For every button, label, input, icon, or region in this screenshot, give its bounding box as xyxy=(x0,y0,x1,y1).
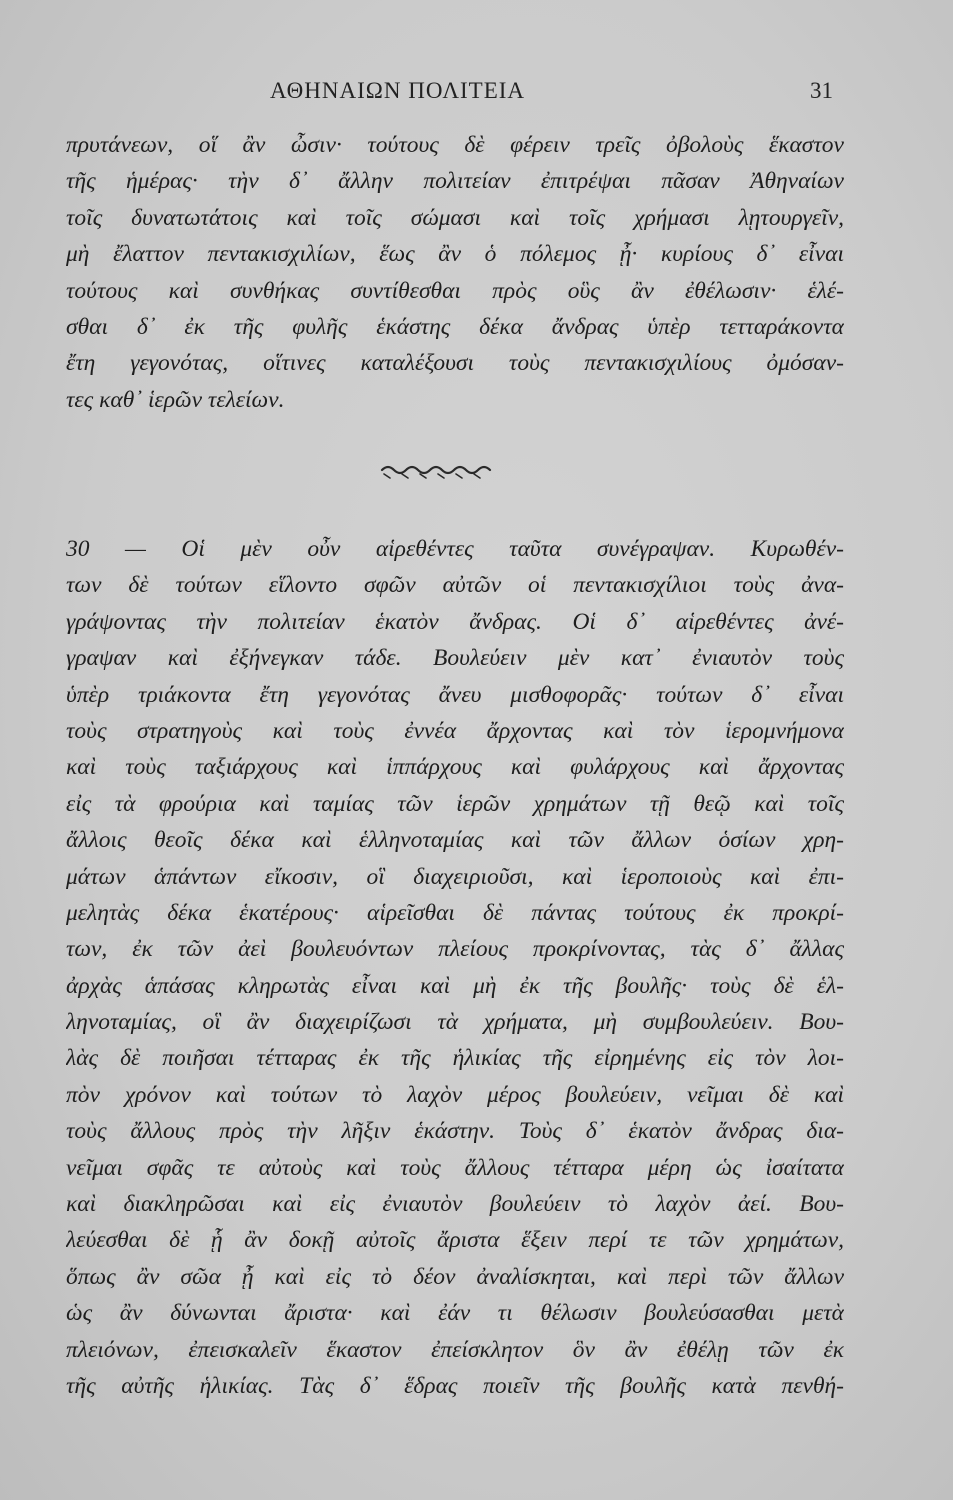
text-line: λὰς δὲ ποιῆσαι τέτταρας ἐκ τῆς ἡλικίας τῆς εἰρημένης εἰς τὸν λοι- xyxy=(66,1045,844,1072)
running-header xyxy=(0,78,953,108)
text-line: ὑπὲρ τριάκοντα ἔτη γεγονότας ἄνευ μισθοφορᾶς· τούτων δ᾽ εἶναι xyxy=(66,681,844,708)
text-line: τοὺς στρατηγοὺς καὶ τοὺς ἐννέα ἄρχοντας καὶ τὸν ἱερομνήμονα xyxy=(66,717,844,744)
text-line: ἀρχὰς ἁπάσας κληρωτὰς εἶναι καὶ μὴ ἐκ τῆς βουλῆς· τοὺς δὲ ἑλ- xyxy=(66,972,844,999)
text-line: ἔτη γεγονότας, οἵτινες καταλέξουσι τοὺς πεντακισχιλίους ὀμόσαν- xyxy=(66,350,844,377)
text-line: των δὲ τούτων εἵλοντο σφῶν αὐτῶν οἱ πεντακισχίλιοι τοὺς ἀνα- xyxy=(66,572,844,599)
running-title: ΑΘΗΝΑΙΩΝ ΠΟΛΙΤΕΙΑ xyxy=(270,78,526,103)
text-line: των, ἐκ τῶν ἀεὶ βουλευόντων πλείους προκρίνοντας, τὰς δ᾽ ἄλλας xyxy=(66,936,844,963)
text-line: ληνοταμίας, οἳ ἂν διαχειρίζωσι τὰ χρήματα, μὴ συμβουλεύειν. Βου- xyxy=(66,1009,844,1036)
text-line: μελητὰς δέκα ἑκατέρους· αἱρεῖσθαι δὲ πάντας τούτους ἐκ προκρί- xyxy=(66,899,844,926)
text-line: τῆς αὐτῆς ἡλικίας. Τὰς δ᾽ ἕδρας ποιεῖν τῆς βουλῆς κατὰ πενθή- xyxy=(66,1372,844,1399)
text-line: λεύεσθαι δὲ ᾗ ἂν δοκῇ αὐτοῖς ἄριστα ἕξειν περί τε τῶν χρημάτων, xyxy=(66,1227,844,1254)
text-line: 30 — Οἱ μὲν οὖν αἱρεθέντες ταῦτα συνέγραψαν. Κυρωθέν- xyxy=(66,536,844,562)
text-line: νεῖμαι σφᾶς τε αὐτοὺς καὶ τοὺς ἄλλους τέτταρα μέρη ὡς ἰσαίτατα xyxy=(66,1154,844,1181)
text-line: μὴ ἔλαττον πεντακισχιλίων, ἕως ἂν ὁ πόλεμος ᾖ· κυρίους δ᾽ εἶναι xyxy=(66,241,844,268)
text-line: γραψαν καὶ ἐξήνεγκαν τάδε. Βουλεύειν μὲν κατ᾽ ἐνιαυτὸν τοὺς xyxy=(66,645,844,672)
text-line: καὶ διακληρῶσαι καὶ εἰς ἐνιαυτὸν βουλεύειν τὸ λαχὸν ἀεί. Βου- xyxy=(66,1191,844,1218)
text-line: τούτους καὶ συνθήκας συντίθεσθαι πρὸς οὓς ἂν ἐθέλωσιν· ἑλέ- xyxy=(66,277,844,304)
text-line: τοῖς δυνατωτάτοις καὶ τοῖς σώμασι καὶ τοῖς χρήμασι λῃτουργεῖν, xyxy=(66,204,844,231)
text-line: πλειόνων, ἐπεισκαλεῖν ἕκαστον ἐπείσκλητον ὃν ἂν ἐθέλῃ τῶν ἐκ xyxy=(66,1336,844,1363)
paragraph-1 xyxy=(66,127,844,418)
wave-ornament-icon xyxy=(380,462,500,484)
text-line: γράψοντας τὴν πολιτείαν ἑκατὸν ἄνδρας. Οἱ δ᾽ αἱρεθέντες ἀνέ- xyxy=(66,608,844,635)
text-line: ἄλλοις θεοῖς δέκα καὶ ἑλληνοταμίας καὶ τῶν ἄλλων ὁσίων χρη- xyxy=(66,827,844,854)
text-line: ὡς ἂν δύνωνται ἄριστα· καὶ ἐάν τι θέλωσιν βουλεύσασθαι μετὰ xyxy=(66,1300,844,1327)
section-ornament xyxy=(380,462,500,484)
text-line: πὸν χρόνον καὶ τούτων τὸ λαχὸν μέρος βουλεύειν, νεῖμαι δὲ καὶ xyxy=(66,1081,844,1108)
text-line: πρυτάνεων, οἵ ἂν ὦσιν· τούτους δὲ φέρειν τρεῖς ὀβολοὺς ἕκαστον xyxy=(66,132,844,158)
text-line: τῆς ἡμέρας· τὴν δ᾽ ἄλλην πολιτείαν ἐπιτρέψαι πᾶσαν Ἀθηναίων xyxy=(66,168,844,195)
text-line: ὅπως ἂν σῶα ᾖ καὶ εἰς τὸ δέον ἀναλίσκηται, καὶ περὶ τῶν ἄλλων xyxy=(66,1263,844,1290)
text-line: τοὺς ἄλλους πρὸς τὴν λῆξιν ἑκάστην. Τοὺς δ᾽ ἑκατὸν ἄνδρας δια- xyxy=(66,1118,844,1145)
text-line: τες καθ᾽ ἱερῶν τελείων. xyxy=(66,386,285,413)
page-number: 31 xyxy=(810,78,833,103)
text-line: σθαι δ᾽ ἐκ τῆς φυλῆς ἑκάστης δέκα ἄνδρας ὑπὲρ τετταράκοντα xyxy=(66,313,844,340)
text-line: μάτων ἁπάντων εἴκοσιν, οἳ διαχειριοῦσι, καὶ ἱεροποιοὺς καὶ ἐπι- xyxy=(66,863,844,890)
text-line: εἰς τὰ φρούρια καὶ ταμίας τῶν ἱερῶν χρημάτων τῇ θεῷ καὶ τοῖς xyxy=(66,790,844,817)
paragraph-2 xyxy=(66,531,844,1404)
text-line: καὶ τοὺς ταξιάρχους καὶ ἱππάρχους καὶ φυλάρχους καὶ ἄρχοντας xyxy=(66,754,844,781)
